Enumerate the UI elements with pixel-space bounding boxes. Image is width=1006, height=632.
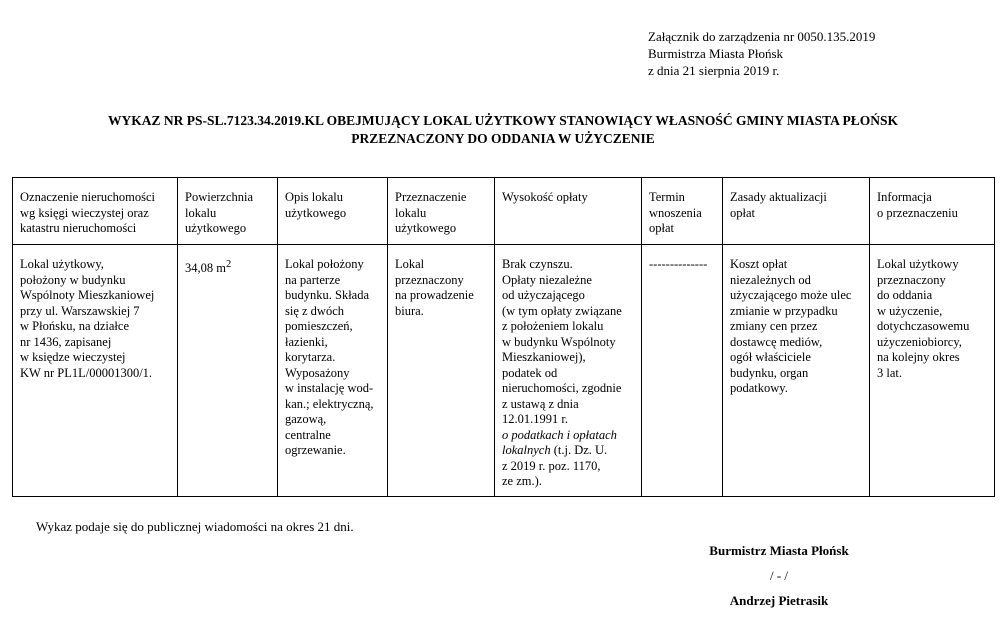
cell-opis: Lokal położony na parterze budynku. Składa się z dwóch pomieszczeń, łazienki, korytarza. Wyposażony w instalację wod- kan.; elektryczną, gazową, centralne ogrzewanie. — [278, 245, 388, 497]
fee-citation: (t.j. Dz. U. z 2019 r. poz. 1170, ze zm.). — [502, 443, 608, 488]
title-line: PRZEZNACZONY DO ODDANIA W UŻYCZENIE — [351, 131, 655, 146]
header-oznaczenie: Oznaczenie nieruchomości wg księgi wieczystej oraz katastru nieruchomości — [13, 178, 178, 245]
table-row — [13, 245, 995, 497]
signature-name: Andrzej Pietrasik — [729, 593, 829, 608]
header-zasady: Zasady aktualizacji opłat — [723, 178, 870, 245]
document-title — [0, 112, 1006, 148]
fee-text: Brak czynszu. Opłaty niezależne od użyczającego (w tym opłaty związane z położeniem lokalu w budynku Wspólnoty Mieszkaniowej), podatek od nieruchomości, zgodnie z ustawą z dnia 12.01.1991 r. — [502, 257, 622, 426]
signature-office: Burmistrz Miasta Płońsk — [709, 543, 849, 558]
area-unit-exponent: 2 — [225, 259, 232, 270]
cell-termin: -------------- — [642, 245, 723, 497]
cell-informacja: Lokal użytkowy przeznaczony do oddania w użyczenie, dotychczasowemu użyczeniobiorcy, na kolejny okres 3 lat. — [870, 245, 995, 497]
fee-act-title: o podatkach i opłatach lokalnych — [502, 427, 617, 457]
header-termin: Termin wnoszenia opłat — [642, 178, 723, 245]
header-opis: Opis lokalu użytkowego — [278, 178, 388, 245]
cell-powierzchnia — [178, 245, 278, 497]
cell-wysokosc-oplaty — [495, 245, 642, 497]
cell-oznaczenie: Lokal użytkowy, położony w budynku Wspólnoty Mieszkaniowej przy ul. Warszawskiej 7 w Płońsku, na działce nr 1436, zapisanej w księdze wieczystej KW nr PL1L/00001300/1. — [13, 245, 178, 497]
signature-mark: / - / — [769, 568, 789, 583]
table-header-row — [13, 178, 995, 245]
annex-line: z dnia 21 sierpnia 2019 r. — [648, 63, 780, 78]
annex-line: Załącznik do zarządzenia nr 0050.135.2019 — [648, 29, 876, 44]
publication-note: Wykaz podaje się do publicznej wiadomości na okres 21 dni. — [36, 519, 354, 534]
header-powierzchnia: Powierzchnia lokalu użytkowego — [178, 178, 278, 245]
cell-przeznaczenie: Lokal przeznaczony na prowadzenie biura. — [388, 245, 495, 497]
area-value: 34,08 m — [185, 261, 226, 276]
header-wysokosc-oplaty: Wysokość opłaty — [495, 178, 642, 245]
cell-zasady: Koszt opłat niezależnych od użyczającego może ulec zmianie w przypadku zmiany cen przez dostawcę mediów, ogół właściciele budynku, organ podatkowy. — [723, 245, 870, 497]
header-informacja: Informacja o przeznaczeniu — [870, 178, 995, 245]
property-table — [12, 177, 995, 497]
annex-line: Burmistrza Miasta Płońsk — [648, 46, 784, 61]
annex-note — [648, 28, 875, 79]
header-przeznaczenie: Przeznaczenie lokalu użytkowego — [388, 178, 495, 245]
title-line: WYKAZ NR PS-SL.7123.34.2019.KL OBEJMUJĄCY LOKAL UŻYTKOWY STANOWIĄCY WŁASNOŚĆ GMINY MIASTA PŁOŃSK — [107, 113, 899, 128]
